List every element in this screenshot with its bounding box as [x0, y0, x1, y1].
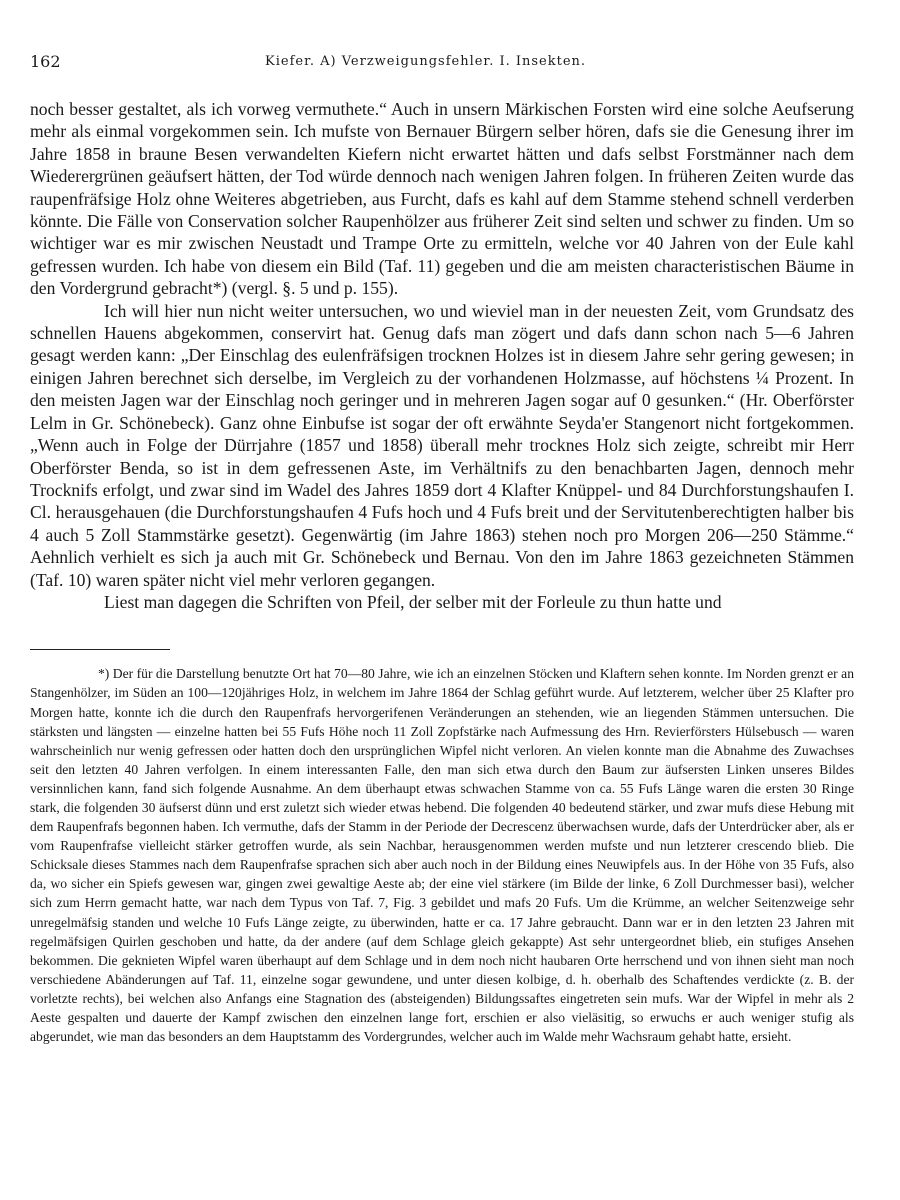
book-page [30, 52, 854, 1046]
paragraph: Ich will hier nun nicht weiter untersuchen, wo und wieviel man in der neuesten Zeit, vom Grundsatz des schnellen Hauens abgekommen, conservirt hat. Genug dafs man zögert und dafs dann schon nach 5—6 Jahren gesagt werden kann: „Der Einschlag des eulenfräfsigen trocknen Holzes ist in diesem Jahre sehr gering gewesen; in einigen Jahren berechnet sich derselbe, im Vergleich zu der vorhandenen Holzmasse, auf höchstens ¼ Prozent. In den meisten Jagen war der Einschlag noch geringer und in mehreren Jagen sogar auf 0 gesunken.“ (Hr. Oberförster Lelm in Gr. Schönebeck). Ganz ohne Einbufse ist sogar der oft erwähnte Seyda'er Stangenort nicht fortgekommen. „Wenn auch in Folge der Dürrjahre (1857 und 1858) überall mehr trocknes Holz sich zeigte, schreibt mir Herr Oberförster Benda, so ist in dem gefressenen Aste, im Verhältnifs zu den benachbarten Jagen, dennoch mehr Trocknifs erfolgt, und zwar sind im Wadel des Jahres 1859 dort 4 Klafter Knüppel- und 84 Durchforstungshaufen I. Cl. herausgehauen (die Durchforstungshaufen 4 Fufs hoch und 4 Fufs breit und der Servitutenberechtigten halber bis 4 auch 5 Zoll Stammstärke gesetzt). Gegenwärtig (im Jahre 1863) stehen noch pro Morgen 206—250 Stämme.“ Aehnlich verhielt es sich ja auch mit Gr. Schönebeck und Bernau. Von den im Jahre 1863 gezeichneten Stämmen (Taf. 10) waren später nicht viel mehr verloren gegangen. [30, 300, 854, 590]
footnotes [30, 664, 854, 1046]
footnote: *) Der für die Darstellung benutzte Ort hat 70—80 Jahre, wie ich an einzelnen Stöcken und Klaftern sehen konnte. Im Norden grenzt er an Stangenhölzer, im Süden an 100—120jähriges Holz, in welchem im Jahre 1864 der Schlag geführt wurde. Auf letzterem, welcher über 25 Klafter pro Morgen hatte, konnte ich die durch den Raupenfrafs hervorgerifenen Veränderungen an stehenden, wie an liegenden Stämmen untersuchen. Die stärksten und längsten — einzelne hatten bei 55 Fufs Höhe noch 11 Zoll Zopfstärke nach Aufmessung des Hrn. Revierförsters Hülsebusch — waren wahrscheinlich nur wenig gefressen oder hatten doch den ursprünglichen Wipfel nicht verloren. An vielen konnte man die Abnahme des Zuwachses seit den letzten 40 Jahren verfolgen. In einem interessanten Falle, den man sich etwa durch den Baum zur äufsersten Linken unseres Bildes versinnlichen kann, fand sich folgende Ausnahme. An dem überhaupt etwas schwachen Stamme von ca. 55 Fufs Länge waren die ersten 30 Ringe stark, die folgenden 30 äufserst dünn und erst zuletzt sich wieder etwas hebend. Die folgenden 40 bedeutend stärker, und zwar mufs diese Hebung mit dem Raupenfrafs begonnen haben. Ich vermuthe, dafs der Stamm in der Periode der Decrescenz überwachsen wurde, dafs der Unterdrücker aber, als er vom Raupenfrafse vielleicht stärker getroffen wurde, als sein Nachbar, herausgenommen werden mufste und nun letzterer crescendo blieb. Die Schicksale dieses Stammes nach dem Raupenfrafse sprachen sich aber auch noch in der Bildung eines Neuwipfels aus. In der Höhe von 35 Fufs, also da, wo sicher ein Spiefs gewesen war, gingen zwei gewaltige Aeste ab; der eine viel stärkere (im Bilde der linke, 6 Zoll Durchmesser basi), welcher sich zum Herrn gemacht hatte, war nach dem Typus von Taf. 7, Fig. 3 gebildet und mafs 20 Fufs. Um die Krümme, an welcher Seitenzweige sehr unregelmäfsig standen und welche 10 Fufs Länge zeigte, zu überwinden, hatte er ca. 17 Jahre gebraucht. Dann war er in den letzten 23 Jahren mit regelmäfsigen Quirlen geschoben und hatte, da der andere (auf dem Schlage gleich gekappte) Ast sehr untergeordnet blieb, ein stufiges Ansehen bekommen. Die geknieten Wipfel waren überhaupt auf dem Schlage und in dem noch nicht haubaren Orte herrschend und von ihnen sieht man noch verschiedene Abänderungen auf Taf. 11, einzelne sogar gewundene, und unter diesen kolbige, d. h. oberhalb des Schaftendes verdickte (z. B. der vorletzte rechts), bei welchen also Anfangs eine Stagnation des (absteigenden) Bildungssaftes eingetreten sein mufs. War der Wipfel in mehr als 2 Aeste gespalten und dauerte der Kampf zwischen den einzelnen lange fort, erschien er also vieläsitig, so erwuchs er auch weniger stufig als abgerundet, wie man das besonders an dem Hauptstamm des Vordergrundes, welcher auch im Walde mehr Wachsraum gehabt hatte, ersieht. [30, 666, 854, 1045]
page-header [30, 52, 854, 78]
paragraph: noch besser gestaltet, als ich vorweg vermuthete.“ Auch in unsern Märkischen Forsten wird eine solche Aeufserung mehr als einmal vorgekommen sein. Ich mufste von Bernauer Bürgern selber hören, dafs sie die Genesung ihrer im Jahre 1858 in braune Besen verwandelten Kiefern nicht erwartet hätten und dafs selbst Forstmänner nach dem Wiederergrünen geäufsert hätten, der Tod würde dennoch nach wenigen Jahren folgen. In früheren Zeiten wurde das raupenfräfsige Holz ohne Weiteres abgetrieben, aus Furcht, dafs es kahl auf dem Stamme stehend schnell verderben könnte. Die Fälle von Conservation solcher Raupenhölzer aus früherer Zeit sind selten und schwer zu finden. Um so wichtiger war es mir zwischen Neustadt und Trampe Orte zu ermitteln, welche vor 40 Jahren von der Eule kahl gefressen wurden. Ich habe von diesem ein Bild (Taf. 11) gegeben und die am meisten characteristischen Bäume in den Vordergrund gebracht*) (vergl. §. 5 und p. 155). [30, 99, 854, 299]
main-text [30, 98, 854, 613]
footnote-separator [30, 649, 170, 650]
page-number: 162 [30, 52, 61, 71]
paragraph: Liest man dagegen die Schriften von Pfeil, der selber mit der Forleule zu thun hatte und [104, 591, 722, 612]
running-head: Kiefer. A) Verzweigungsfehler. I. Insekten. [265, 54, 587, 69]
